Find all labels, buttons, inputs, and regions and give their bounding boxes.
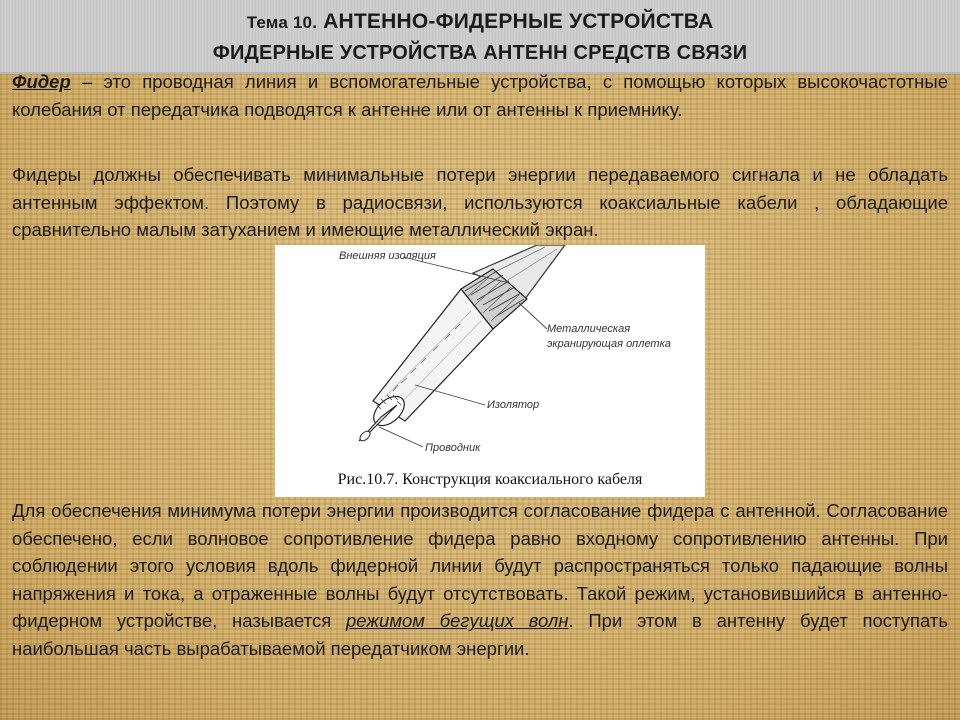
label-insulator: Изолятор [487,399,540,411]
definition-text: – это проводная линия и вспомогательные устройства, с помощью которых высокочастотные колебания от передатчика подводятся к антенне или от антенны к приемнику. [12,71,948,120]
topic-title: АНТЕННО-ФИДЕРНЫЕ УСТРОЙСТВА [323,10,714,33]
term-feeder: Фидер [12,71,71,92]
definition-paragraph [12,68,948,123]
slide-header [0,0,960,74]
slide-subtitle: ФИДЕРНЫЕ УСТРОЙСТВА АНТЕНН СРЕДСТВ СВЯЗИ [212,42,748,64]
figure-caption: Рис.10.7. Конструкция коаксиального кабеля [337,471,643,488]
coaxial-cable-drawing [275,245,705,497]
matching-text-end: . При этом в антенну будет поступать наибольшая часть вырабатываемой передатчиком энергии. [12,610,949,659]
travelling-wave-term: режимом бегущих волн [345,610,569,632]
slide-title [0,10,960,34]
coaxial-cable-figure [275,245,705,497]
matching-paragraph [12,497,948,663]
label-outer-insulation: Внешняя изоляция [339,250,436,262]
label-conductor: Проводник [425,442,481,454]
topic-number: Тема 10. [246,13,318,32]
matching-text: Для обеспечения минимума потери энергии производится согласование фидера с антенной. Согласование обеспечено, если волновое сопротивление фидера равно входному сопротивлению антенны. При соблюдении этого условия вдоль фидерной линии будут распространяться только падающие волны напряжения и тока, а отраженные волны будут отсутствовать. Такой режим, установившийся в антенно-фидерном устройстве, называется [12,500,948,632]
requirements-paragraph: Фидеры должны обеспечивать минимальные потери энергии передаваемого сигнала и не обладать антенным эффектом. Поэтому в радиосвязи, используются коаксиальные кабели , обладающие сравнительно малым затуханием и имеющие металлический экран. [12,164,948,241]
label-metal-braid: Металлическая экранирующая оплетка [547,323,671,350]
